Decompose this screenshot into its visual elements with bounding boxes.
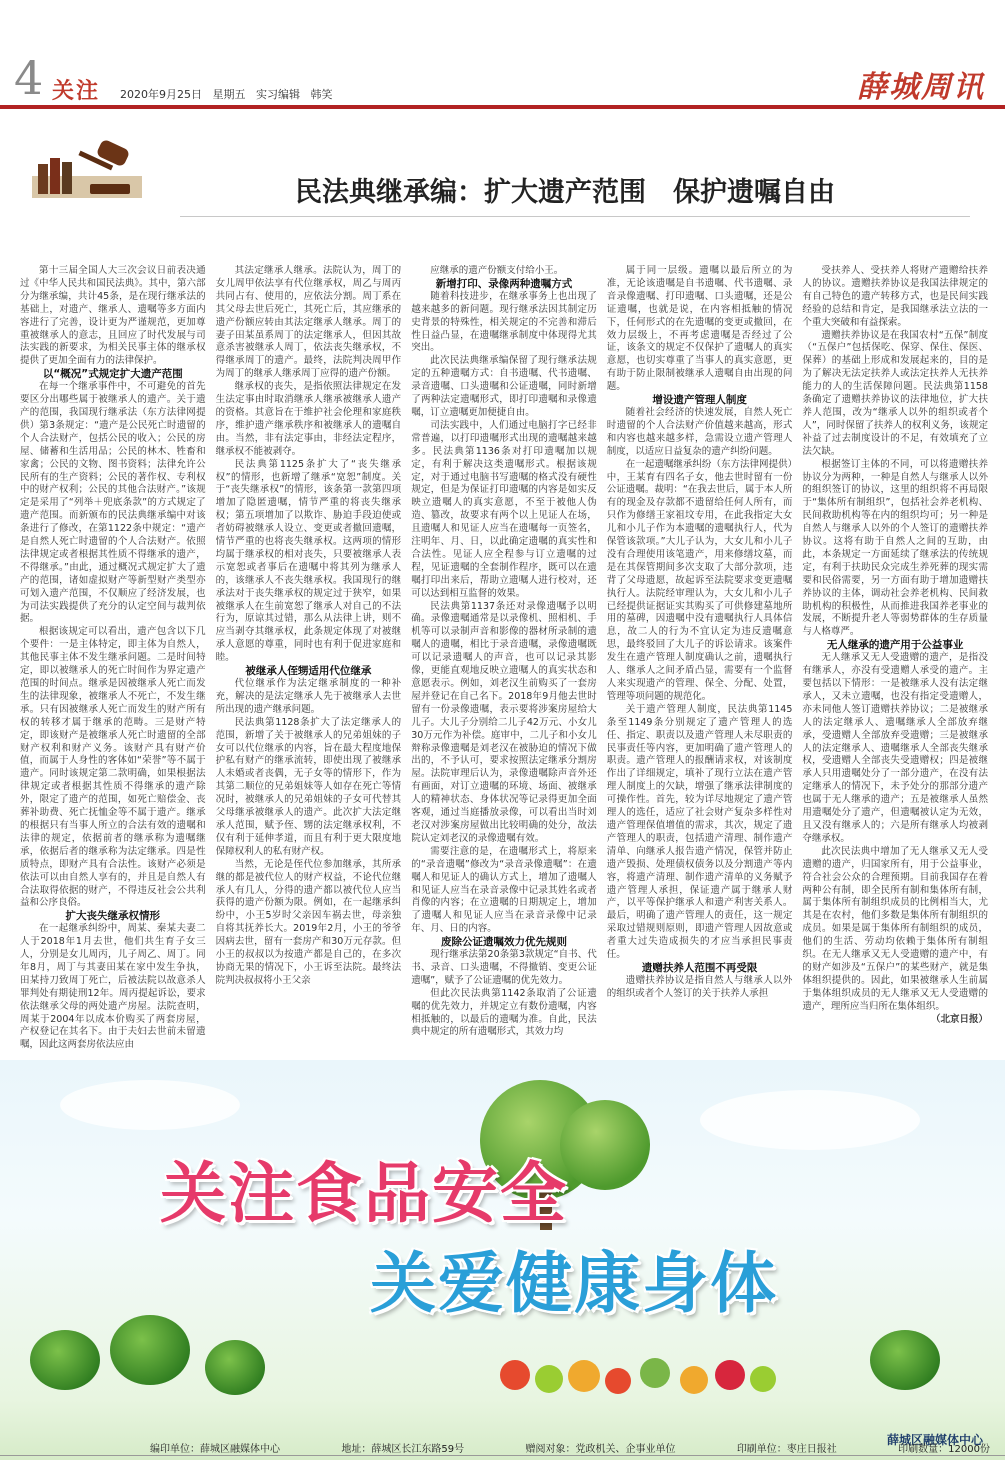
paragraph: 在一起遗嘱继承纠纷（东方法律网提供）中，王某育有四名子女，他去世时留有一份公证遗嘱。裁明：“在我去世后，属于本人所有的现金及存款都不遗留给任何人所有，而只作为修缮王家祖坟专用，在此我指定大女儿和小儿子作为本遗嘱的遗嘱执行人，代为保管该款项。”大儿子认为，大女儿和小儿子没有合理使用该笔遗产，用来修缮坟墓，而是在其保管期间多次支取了大部分款项，违背了父母遗愿，故起诉至法院要求变更遗嘱执行人。法院经审理认为，大女儿和小儿子已经提供证据证实其购买了可供修建墓地所用的墓碑，因遗嘱中没有遗嘱执行人具体信息，故二人的行为不宜认定为违反遗嘱意思，最终驳回了大儿子的诉讼请求。该案件发生在遗产管理人制度确认之前，遗嘱执行人、继承人之间矛盾凸显，需要有一个监督人来实现遗产的管理、保全、分配、处置，管理等项问题的规范化。 [606,458,793,702]
lime-icon [750,1366,776,1392]
paragraph: 第十三届全国人大三次会议日前表决通过《中华人民共和国民法典》。其中，第六部分为继承编，共计45条，是在现行继承法的基础上，对遗产、继承人、遗嘱等多方面内容进行了完善，设计更为严谨规范，更加尊重被继承人的意志，且回应了时代发展与司法实践的新要求，为相关民事主体的继承权提供了更加全面有力的法律保护。 [20,265,206,367]
subheading: 以“概况”式规定扩大遗产范围 [42,368,183,381]
orange-icon [680,1366,708,1394]
masthead [0,0,1005,110]
paragraph: 民法典第1137条还对录像遗嘱予以明确。录像遗嘱通常是以录像机、照相机、手机等可以录制声音和影像的器材所录制的遗嘱人的遗嘱，相比于录音遗嘱，录像遗嘱既可以记录遗嘱人的声音，也可以记录其影像，更能直观地反映立遗嘱人的真实状态和意愿表示。例如，刘老汉生前购买了一套房屋并登记在自己名下。2018年9月他去世时留有一份录像遗嘱，表示要将涉案房屋给大儿子。大儿子分别给二儿子42万元、小女儿30万元作为补偿。庭审中，二儿子和小女儿辩称录像遗嘱是刘老汉在被胁迫的情况下做出的，不予认可，要求按照法定继承分割房屋。法院审理后认为，录像遗嘱除声音外还有画面，对订立遗嘱的环境、场面、被继承人的精神状态、身体状况等记录得更加全面客观，通过当庭播放录像，可以看出当时刘老汉对涉案房屋做出比较明确的处分，故法院认定刘老汉的录像遗嘱有效。 [411,600,597,844]
banner-credit: 薛城区融媒体中心 [886,1433,983,1447]
article-column [607,265,793,1055]
article-column [20,265,206,1055]
paragraph: 民法典第1128条扩大了法定继承人的范围，新增了关于被继承人的兄弟姐妹的子女可以代位继承的内容，旨在最大程度地保护私有财产的继承流转，即使出现了被继承人未婚或者丧偶，无子女等的情形下，作为其第二顺位的兄弟姐妹等人如存在死亡等情况时，被继承人的兄弟姐妹的子女可代替其父母继承被继承人的遗产。此次扩大法定继承人范围，赋予侄、甥的法定继承权利，不仅有利于延伸孝道，而且有利于更大限度地保障权利人的私有财产权。 [215,716,402,857]
paragraph: 继承权的丧失，是指依照法律规定在发生法定事由时取消继承人继承被继承人遗产的资格。其意旨在于维护社会伦理和家庭秩序，维护遗产继承秩序和被继承人的遗嘱自由。当然，非有法定事由，非经法定程序，继承权不能被剥夺。 [215,381,402,457]
footer-address: 地址：薛城区长江东路59号 [341,1444,465,1455]
subheading: 无人继承的遗产用于公益事业 [826,639,964,652]
subheading: 增设遗产管理人制度 [652,394,747,407]
gavel-icon [32,136,142,208]
footer-editor-unit: 编印单位：薛城区融媒体中心 [150,1444,280,1455]
footer-print-count: 印刷数量：12000份 [898,1444,990,1455]
broccoli-icon [205,1340,265,1395]
broccoli-icon [870,1330,940,1390]
paragraph: 在每一个继承事件中，不可避免的首先要区分出哪些属于被继承人的遗产。关于遗产的范围，我国现行继承法（东方法律网提供）第3条规定：“遗产是公民死亡时遗留的个人合法财产，包括公民的收入；公民的房屋、储蓄和生活用品；公民的林木、牲畜和家禽；公民的文物、图书资料；法律允许公民所有的生产资料；公民的著作权、专利权中的财产权利；公民的其他合法财产。”该规定是采用了“列举＋兜底条款”的方式规定了遗产范围。而新颁布的民法典继承编中对该条进行了修改，在第1122条中规定：“遗产是自然人死亡时遗留的个人合法财产。依照法律规定或者根据其性质不得继承的遗产，不得继承。”由此，通过概况式规定扩大了遗产的范围，诸如虚拟财产等新型财产类型亦可划入遗产范围，不仅顺应了经济发展，也为司法实践提供了充分的认定空间与裁判依据。 [20,381,206,625]
paragraph: 民法典第1125条扩大了“丧失继承权”的情形，也新增了继承“宽恕”制度。关于“丧失继承权”的情形，该条第一款第四项增加了隐匿遗嘱，情节严重的将丧失继承权；第五项增加了以欺诈、胁迫手段迫使或者妨碍被继承人设立、变更或者撤回遗嘱，情节严重的也将丧失继承权。这两项的情形均属于继承权的相对丧失，只要被继承人表示宽恕或者事后在遗嘱中将其列为继承人的，该继承人不丧失继承权。我国现行的继承法对于丧失继承权的规定过于狭窄，如果被继承人在生前宽恕了继承人对自己的不法行为，原谅其过错，那么从法律上讲，则不应当剥夺其继承权，此条规定体现了对被继承人意愿的尊重，同时也有利于促进家庭和睦。 [215,458,402,664]
subheading: 新增打印、录像两种遗嘱方式 [435,277,573,290]
paragraph: 随着科技进步，在继承事务上也出现了越来越多的新问题。现行继承法因其制定历史背景的特殊性，相关规定的不完善和滞后性日益凸显，在遗嘱继承制度中体现得尤其突出。 [411,290,597,354]
newspaper-logo: 薛城周讯 [857,70,985,105]
article-column [411,265,597,1055]
paragraph: 现行继承法第20条第3款规定“自书、代书、录音、口头遗嘱，不得撤销、变更公证遗嘱”，赋予了公证遗嘱的优先效力。 [411,949,597,986]
paragraph: 根据该规定可以看出，遗产包含以下几个要件：一是主体特定，即主体为自然人，其他民事主体不发生继承问题。二是时间特定，即以被继承人的死亡时间作为界定遗产范围的时间点。继承是因被继承人死亡而发生的法律现象，被继承人不死亡，不发生继承。只有因被继承人死亡而发生的财产所有权的转移才属于继承的范畴。三是财产特定，即该财产是被继承人死亡时遗留的全部财产权利和财产义务。该财产具有财产价值，而属于人身性的客体如“荣誉”等不属于遗产。同时该规定第二款明确，如果根据法律规定或者根据其性质不得继承的遗产除外，限定了遗产的范围，如死亡赔偿金、丧葬补助费、死亡抚恤金等不属于遗产。继承的根据只有当事人所立的合法有效的遗嘱和法律的规定，依据前者的继承称为遗嘱继承，依据后者的继承称为法定继承。四是性质特点，即财产具有合法性。该财产必须是依法可以由自然人享有的，并且是自然人有合法取得依据的财产，不得违反社会公共利益和公序良俗。 [20,626,206,909]
paragraph: 属于同一层级。遗嘱以最后所立的为准，无论该遗嘱是自书遗嘱、代书遗嘱、录音录像遗嘱、打印遗嘱、口头遗嘱，还是公证遗嘱，也就是说，在内容相抵触的情况下，任何形式的在先遗嘱的变更或撤回，在效力层级上，不再考虑遗嘱是否经过了公证，该条文的规定不仅保护了遗嘱人的真实意愿，也切实尊重了当事人的真实意愿，更有助于防止限制被继承人遗嘱自由出现的问题。 [606,265,793,393]
tree-icon [560,1100,650,1190]
footer-printer: 印刷单位：枣庄日报社 [736,1444,837,1455]
cloud-shape [60,1080,240,1130]
article-body [20,265,988,1055]
paragraph: 此次民法典继承编保留了现行继承法规定的五种遗嘱方式：自书遗嘱、代书遗嘱、录音遗嘱、口头遗嘱和公证遗嘱，同时新增了两种法定遗嘱形式，即打印遗嘱和录像遗嘱，订立遗嘱更加便捷自由。 [411,355,597,418]
subheading: 遗赠扶养人范围不再受限 [641,961,758,974]
broccoli-icon [110,1315,190,1385]
paragraph: 遗赠扶养协议是在我国农村“五保”制度（“五保户”包括保吃、保穿、保住、保医、保葬）的基础上形成和发展起来的，目的是为了解决无法定扶养人或法定扶养人无扶养能力的人的生活保障问题。民法典第1158条确定了遗赠扶养协议的法律地位，扩大扶养人范围，改为“继承人以外的组织或者个人”，同时保留了扶养人的权利义务，该规定补益了过去制度设计的不足，有效填充了立法欠缺。 [802,329,988,457]
paragraph: 根据签订主体的不同，可以将遗赠扶养协议分为两种，一种是自然人与继承人以外的组织签订的协议，这里的组织将不再局限于“集体所有制组织”，包括社会养老机构、民间救助机构等在内的组织均可；另一种是自然人与继承人以外的个人签订的遗赠扶养协议。这将有助于自然人之间的互助，由此，本条规定一方面延续了继承法的传统规定，有利于扶助民众完成生养死葬的现实需要和民俗需要，另一方面有助于增加遗赠扶养协议的主体，调动社会养老机构、民间救助机构的积极性，从而推进我国养老事业的发展，不断提升老人等弱势群体的生存质量与人格尊严。 [802,458,988,638]
tomato-icon [500,1360,530,1390]
section-title: 关注 [52,79,101,104]
footer-recipients: 赠阅对象：党政机关、企事业单位 [525,1444,676,1455]
issue-meta: 2020年9月25日 星期五 实习编辑 韩笑 [120,88,333,101]
footer-rule [0,1455,1005,1456]
subheading: 被继承人侄甥适用代位继承 [245,665,372,678]
page-number: 4 [14,51,44,105]
paragraph: 其法定继承人继承。法院认为，周丁的女儿周甲依法享有代位继承权，周乙与周丙共同占有、使用的，应依法分割。周丁系在其父母去世后死亡，其死亡后，其应继承的遗产份额应转由其法定继承人继承。周丁的妻子田某虽系周丁的法定继承人，但因其故意杀害被继承人周丁，依法丧失继承权，不得继承周丁的遗产。最终，法院判决周甲作为周丁的继承人继承周丁应得的遗产份额。 [215,265,402,380]
article-column [802,265,988,1055]
paragraph: 遗赠扶养协议是指自然人与继承人以外的组织或者个人签订的关于扶养人承担 [606,974,793,999]
headline-text: 民法典继承编：扩大遗产范围 保护遗嘱自由 [295,177,835,208]
paragraph: 应继承的遗产份额支付给小王。 [430,265,564,276]
paragraph: 受扶养人、受扶养人将财产遗赠给扶养人的协议。遗赠扶养协议是我国法律规定的有自己特色的遗产转移方式，也是民间实践经验的总结和肯定，是我国继承法立法的一个重大突破和有益探索。 [802,265,988,328]
broccoli-icon [30,1330,100,1390]
article-headline [160,170,970,209]
banner-headline-2: 关爱健康身体 [370,1245,778,1322]
paragraph: 在一起继承纠纷中，周某、秦某夫妻二人于2018年1月去世，他们共生育子女三人，分别是女儿周丙，儿子周乙、周丁。同年8月，周丁与其妻田某在家中发生争执，田某持刀致周丁死亡，后被法院以故意杀人罪判处有期徒刑12年。周丙提起诉讼，要求依法继承父母的两处遗产房屋。法院查明，周某于2004年以成本价购买了两套房屋，产权登记在其名下。由于夫妇去世前未留遗嘱，因此这两套房依法应由 [20,923,206,1051]
food-safety-banner [0,1060,1005,1460]
paragraph: 代位继承作为法定继承制度的一种补充，解决的是法定继承人先于被继承人去世所出现的遗产继承问题。 [215,678,402,715]
subheading: 扩大丧失继承权情形 [65,910,161,923]
header-rule [0,105,1005,109]
subheading: 废除公证遗嘱效力优先规则 [440,936,567,949]
tomato-icon [605,1368,631,1394]
paragraph: 无人继承又无人受遗赠的遗产，是指没有继承人，亦没有受遗赠人承受的遗产。主要包括以下情形：一是被继承人没有法定继承人，又未立遗嘱，也没有指定受遗赠人，亦未同他人签订遗赠扶养协议；二是被继承人的法定继承人、遗嘱继承人全部放弃继承，受遗赠人全部放弃受遗赠；三是被继承人的法定继承人、遗嘱继承人全部丧失继承权，受遗赠人全部丧失受遗赠权；四是被继承人只用遗嘱处分了一部分遗产，在没有法定继承人的情况下，未予处分的那部分遗产也属于无人继承的遗产；五是被继承人虽然用遗嘱处分了遗产，但遗嘱被认定为无效，且又没有继承人的；六是所有继承人均被剥夺继承权。 [802,652,988,844]
headline-underline [180,216,970,217]
source-credit: （北京日报） [930,1013,988,1025]
apple-icon [640,1358,670,1388]
paragraph: 但此次民法典第1142条取消了公证遗嘱的优先效力，并规定立有数份遗嘱，内容相抵触的，以最后的遗嘱为准。自此，民法典中规定的所有遗嘱形式，其效力均 [411,987,597,1038]
cloud-shape [700,1090,920,1150]
paragraph: 此次民法典中增加了无人继承又无人受遗赠的遗产，归国家所有，用于公益事业，符合社会公众的合理预期。目前我国存在着两种公有制，即全民所有制和集体所有制，属于集体所有制组织成员的比例相当大，尤其是在农村，他们多数是集体所有制组织的成员。如果是属于集体所有制组织的成员，他们的生活、劳动均依赖于集体所有制组织。在无人继承又无人受遗赠的遗产中，有的财产如涉及“五保户”的某些财产，就是集体组织提供的。因此，如果被继承人生前属于集体组织成员的无人继承又无人受遗赠的遗产，理所应当归所在集体组织。 [802,845,988,1012]
orange-icon [568,1360,600,1392]
paragraph: 关于遗产管理人制度，民法典第1145条至1149条分别规定了遗产管理人的选任、指定、职责以及遗产管理人未尽职责的民事责任等内容，更加明确了遗产管理人的职责。遗产管理人的报酬请求权，对该制度作出了详细规定，填补了现行立法在遗产管理人制度上的欠缺，增强了继承法律制度的可操作性。首先，较为详尽地规定了遗产管理人的选任，适应了社会财产复杂多样性对遗产管理保值增值的需求，其次，规定了遗产管理人的职责，包括遗产清理、制作遗产清单、向继承人报告遗产情况，保管并防止遗产毁损、处理债权债务以及分割遗产等内容，将遗产清理、制作遗产清单的义务赋予遗产管理人承担，保证遗产属于继承人财产，以平等保护继承人和遗产利害关系人。最后，明确了遗产管理人的责任，这一规定采取过错规则原则，即遗产管理人因故意或者重大过失造成损失的才应当承担民事责任。 [606,703,793,961]
footer-info [150,1440,990,1455]
paragraph: 需要注意的是，在遗嘱形式上，将原来的“录音遗嘱”修改为“录音录像遗嘱”：在遗嘱人和见证人的确认方式上，增加了遗嘱人和见证人应当在录音录像中记录其姓名或者肖像的内容；在立遗嘱的日期规定上，增加了遗嘱人和见证人应当在录音录像中记录年、月、日的内容。 [411,845,597,935]
banner-headline-1: 关注食品安全 [160,1155,568,1232]
lime-icon [535,1365,563,1393]
pepper-icon [715,1360,745,1390]
paragraph: 随着社会经济的快速发展，自然人死亡时遗留的个人合法财产价值越来越高，形式和内容也越来越多样，急需设立遗产管理人制度，以适应日益复杂的遗产纠纷问题。 [606,406,793,457]
paragraph: 当然，无论是侄代位参加继承，其所承继的都是被代位人的财产权益，不论代位继承人有几人，分得的遗产都以被代位人应当获得的遗产份额为限。例如，在一起继承纠纷中，小王5岁时父亲因车祸去世，母亲独自将其抚养长大。2019年2月，小王的爷爷因病去世，留有一套房产和30万元存款。但小王的叔叔以为按遗产都是自己的，在多次协商无果的情况下，小王诉至法院。最终法院判决叔叔将小王父亲 [215,858,402,986]
article-column [216,265,402,1055]
paragraph: 司法实践中，人们通过电脑打字已经非常普遍，以打印遗嘱形式出现的遗嘱越来越多。民法典第1136条对打印遗嘱加以规定，有利于解决这类遗嘱形式。根据该规定，对于通过电脑书写遗嘱的格式没有硬性规定，但是为保证打印遗嘱的内容是如实反映立遗嘱人的真实意愿，不至于被他人伪造、篡改，故要求有两个以上见证人在场，且遗嘱人和见证人应当在遗嘱每一页签名，注明年、月、日，以此确定遗嘱的真实性和合法性。见证人应全程参与订立遗嘱的过程，见证遗嘱的全套制作程序，既可以在遗嘱打印出来后，帮助立遗嘱人进行校对，还可以达到相互监督的效果。 [411,419,597,599]
